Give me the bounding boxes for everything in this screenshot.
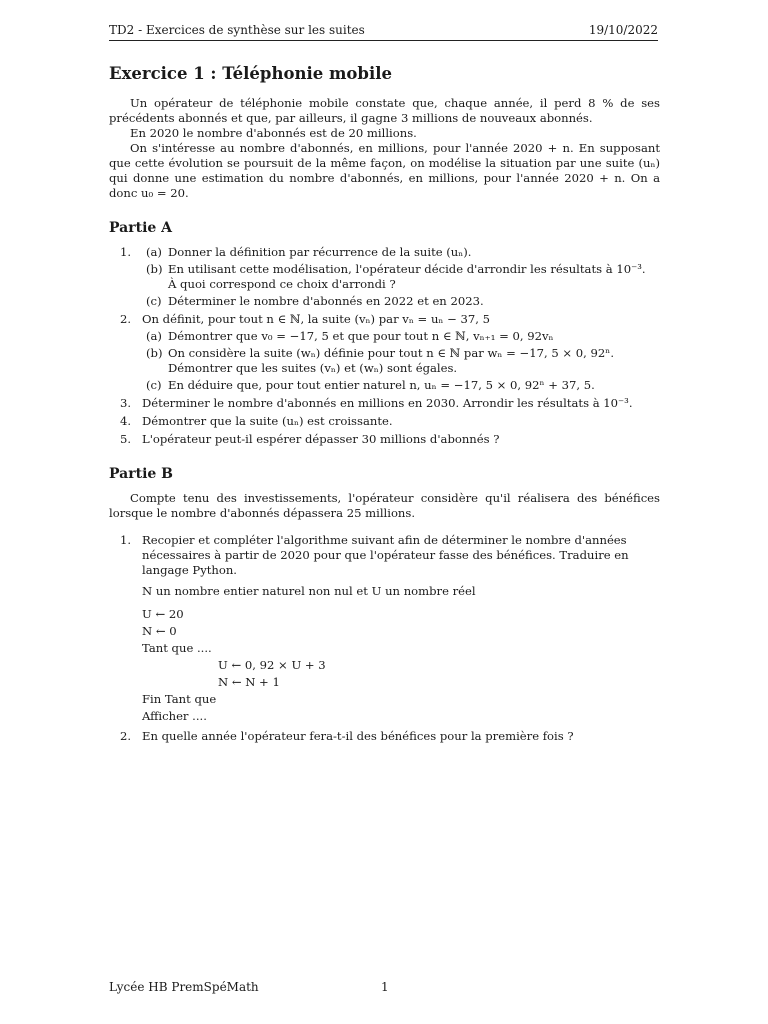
header-date: 19/10/2022: [588, 23, 658, 37]
intro-paragraph-2: En 2020 le nombre d'abonnés est de 20 millions.: [130, 126, 417, 140]
question-1b-continued: À quoi correspond ce choix d'arrondi ?: [168, 277, 396, 291]
intro-paragraph-1: Un opérateur de téléphonie mobile constate que, chaque année, il perd 8 % de ses précédents abonnés et que, par ailleurs, il gagne 3 millions de nouveaux abonnés.: [109, 96, 660, 125]
header-title: TD2 - Exercices de synthèse sur les suites: [109, 23, 365, 37]
question-2a: (a) Démontrer que v₀ = −17, 5 et que pour tout n ∈ ℕ, vₙ₊₁ = 0, 92vₙ: [146, 329, 554, 343]
algorithm-line: U ← 20: [142, 607, 184, 621]
question-1b: (b) En utilisant cette modélisation, l'opérateur décide d'arrondir les résultats à 10⁻³.: [146, 262, 646, 276]
question-3: 3. Déterminer le nombre d'abonnés en millions en 2030. Arrondir les résultats à 10⁻³.: [120, 396, 633, 410]
algorithm-line: N ← N + 1: [218, 675, 280, 689]
part-b-intro: Compte tenu des investissements, l'opérateur considère qu'il réalisera des bénéfices lorsque le nombre d'abonnés dépassera 25 millions.: [109, 491, 660, 520]
algorithm-line: Afficher ....: [142, 709, 207, 723]
page-footer: [109, 980, 660, 994]
algorithm-line: Tant que ....: [142, 641, 212, 655]
question-2c: (c) En déduire que, pour tout entier naturel n, uₙ = −17, 5 × 0, 92ⁿ + 37, 5.: [146, 378, 595, 392]
question-4: 4. Démontrer que la suite (uₙ) est croissante.: [120, 414, 393, 428]
part-a-questions: [109, 245, 660, 447]
question-2b: (b) On considère la suite (wₙ) définie pour tout n ∈ ℕ par wₙ = −17, 5 × 0, 92ⁿ.: [146, 346, 615, 360]
question-number: 1.: [120, 245, 132, 259]
algorithm-line: N ← 0: [142, 624, 177, 638]
intro-paragraph-3: On s'intéresse au nombre d'abonnés, en millions, pour l'année 2020 + n. En supposant que cette évolution se poursuit de la même façon, on modélise la situation par une suite (uₙ) qui donne une estimation du nombre d'abonnés, en millions, pour l'année 2020 + n. On a donc u₀ = 20.: [109, 141, 660, 200]
algorithm-line: U ← 0, 92 × U + 3: [218, 658, 326, 672]
exercise-title: Exercice 1 : Téléphonie mobile: [109, 64, 392, 83]
part-a-title: Partie A: [109, 220, 173, 236]
algorithm-block: [109, 584, 660, 726]
question-b1: 1. Recopier et compléter l'algorithme suivant afin de déterminer le nombre d'années nécessaires à partir de 2020 pour que l'opérateur fasse des bénéfices. Traduire en langage Python.: [120, 533, 629, 577]
question-2: 2. On définit, pour tout n ∈ ℕ, la suite (vₙ) par vₙ = uₙ − 37, 5: [120, 312, 491, 326]
question-1: [109, 245, 660, 309]
question-b2: 2. En quelle année l'opérateur fera-t-il des bénéfices pour la première fois ?: [120, 729, 574, 743]
question-5: 5. L'opérateur peut-il espérer dépasser 30 millions d'abonnés ?: [120, 432, 500, 446]
part-b-questions: [109, 533, 660, 744]
algorithm-line: Fin Tant que: [142, 692, 217, 706]
page-header: [109, 22, 658, 41]
footer-school: Lycée HB PremSpéMath: [109, 980, 259, 994]
page-number: 1: [381, 980, 389, 994]
question-1a: (a) Donner la définition par récurrence de la suite (uₙ).: [146, 245, 472, 259]
algorithm-declaration: N un nombre entier naturel non nul et U un nombre réel: [142, 584, 476, 598]
main-content: [109, 64, 660, 744]
question-1c: (c) Déterminer le nombre d'abonnés en 2022 et en 2023.: [146, 294, 484, 308]
part-b-title: Partie B: [109, 466, 173, 482]
question-2b-continued: Démontrer que les suites (vₙ) et (wₙ) sont égales.: [168, 361, 458, 375]
